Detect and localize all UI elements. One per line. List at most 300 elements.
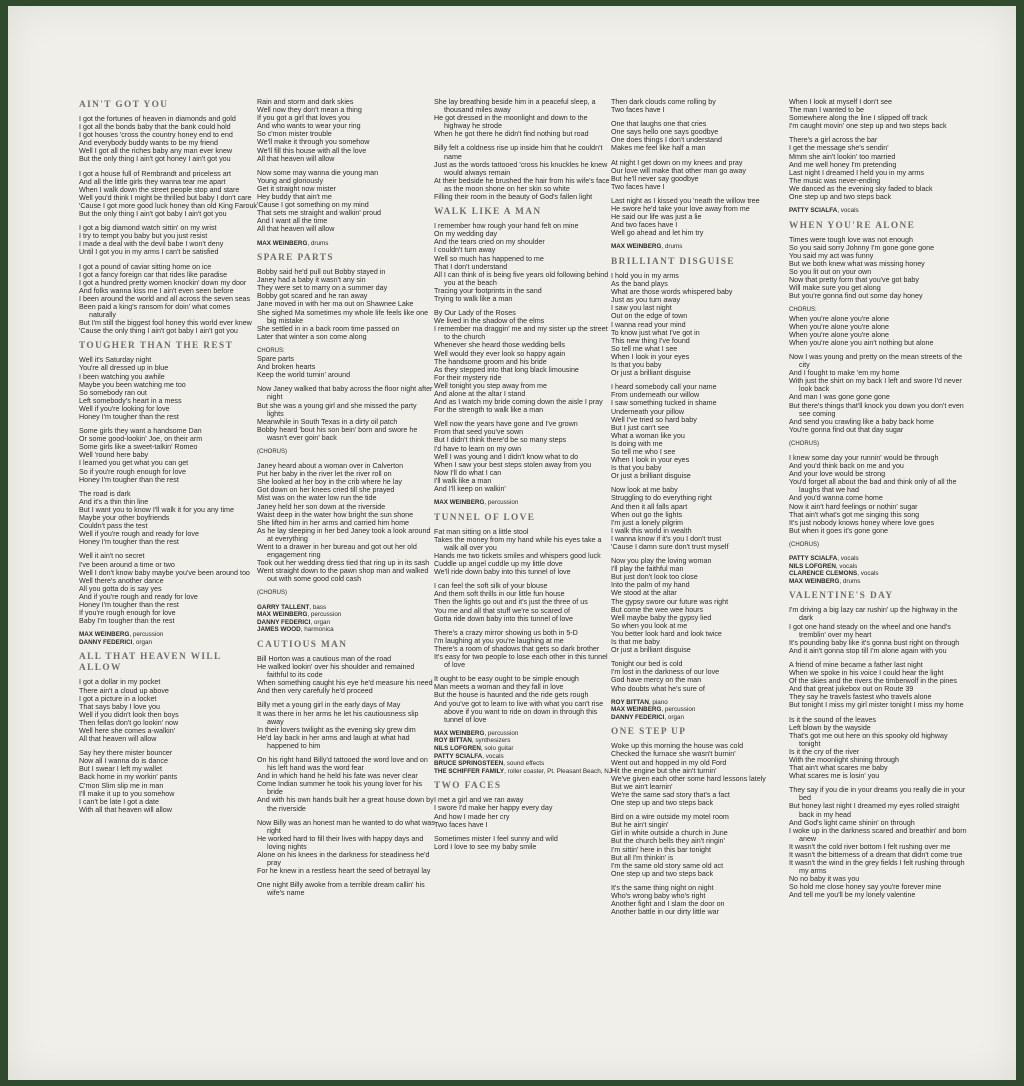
musician-name: BRUCE SPRINGSTEEN: [434, 760, 504, 768]
lyric-line: They were set to marry on a summer day: [257, 284, 388, 293]
lyric-line: Bobby got scared and he ran away: [257, 292, 368, 301]
lyric-line: (CHORUS): [789, 440, 819, 447]
lyric-line: All I can think of is being five years old following behind you at the beach: [434, 270, 609, 287]
lyric-line: Will make sure you get along: [789, 284, 881, 293]
lyric-line: And God's light came shinin' on through: [789, 818, 915, 827]
song-title: TWO FACES: [434, 781, 502, 792]
lyric-line: So you lit out on your own: [789, 268, 872, 277]
lyric-line: Baby I'm tougher than the rest: [79, 617, 175, 626]
musician-name: NILS LOFGREN: [789, 562, 836, 570]
lyric-line: Well maybe baby the gypsy lied: [611, 613, 712, 622]
lyric-line: If you got a girl that loves you: [257, 114, 350, 123]
credit-line: [789, 570, 967, 578]
lyric-line: And that great jukebox out on Route 39: [789, 685, 914, 694]
lyric-line: And your love would be strong: [789, 470, 886, 479]
lyric-line: Now I was young and pretty on the mean streets of the city: [789, 352, 963, 370]
lyric-line: But there's things that'll knock you down you don't even see coming: [789, 401, 964, 418]
lyric-line: And then it all falls apart: [611, 502, 688, 511]
lyric-line: Now you play the loving woman: [611, 557, 712, 566]
lyric-line: Mmm she ain't lookin' too married: [789, 152, 896, 161]
lyric-line: Honey I'm tougher than the rest: [79, 538, 179, 547]
musician-role: , vocals: [835, 562, 858, 570]
lyric-line: As they stepped into that long black limousine: [434, 365, 579, 374]
lyric-line: I woke up in the darkness scared and breathin' and born anew: [789, 826, 967, 843]
lyric-line: Went straight down to the pawn shop man and walked out with some good cold cash: [257, 567, 429, 584]
lyric-line: I'm the same old story same old act: [611, 861, 724, 870]
song-block: [257, 98, 435, 247]
lyric-line: One step up and two steps back: [611, 869, 714, 878]
lyric-line: When something caught his eye he'd measure his need: [257, 679, 433, 688]
lyric-line: Makes me feel like half a man: [611, 144, 706, 153]
lyric-line: I wanna read your mind: [611, 320, 686, 329]
musician-credits: [434, 730, 612, 776]
lyric-line: Now Janey walked that baby across the floor night after night: [257, 385, 433, 402]
lyric-line: Well here she comes a-walkin': [79, 727, 176, 735]
lyric-line: Until I got you in my arms I can't be satisfied: [79, 248, 219, 257]
lyric-line: You me and all that stuff we're so scared of: [434, 606, 570, 615]
lyric-line: Janey had a baby it wasn't any sin: [257, 276, 366, 285]
musician-role: , drums: [307, 239, 329, 247]
musician-role: , vocals: [857, 570, 879, 578]
credit-line: [434, 753, 612, 761]
musician-role: , drums: [661, 243, 683, 251]
lyric-line: Well so much has happened to me: [434, 254, 544, 263]
credit-line: [789, 207, 967, 215]
lyric-line: But the church bells they ain't ringin': [611, 837, 725, 846]
musician-credits: [257, 240, 435, 248]
credit-line: [257, 604, 435, 612]
lyric-line: Of the skies and the rivers the timberwolf in the pines: [789, 677, 957, 686]
lyric-line: But tonight I miss my girl mister tonight I miss my home: [789, 701, 964, 710]
lyric-line: And broken hearts: [257, 363, 316, 372]
song-title: WHEN YOU'RE ALONE: [789, 220, 916, 231]
lyric-line: Struggling to do everything right: [611, 494, 712, 503]
lyric-line: When you're alone you're alone: [789, 314, 889, 323]
lyric-line: In their lovers twilight as the evening sky grew dim: [257, 725, 416, 734]
lyric-line: I swore I'd make her happy every day: [434, 804, 553, 813]
lyric-line: And who wants to wear your ring: [257, 122, 361, 131]
lyric-line: And it ain't gonna stop till I'm alone again with you: [789, 646, 947, 655]
lyric-line: And alone at the altar I stand: [434, 390, 526, 398]
lyric-line: You'd forget all about the bad and think only of all the laughs that we had: [789, 478, 957, 495]
lyric-line: What a woman like you: [611, 431, 685, 440]
lyric-line: Young and gloriously: [257, 176, 324, 185]
lyrics-column-1: [79, 98, 257, 820]
musician-name: DANNY FEDERICI: [79, 638, 133, 646]
lyric-line: When out go the lights: [611, 510, 683, 519]
lyric-line: But you're gonna find out some day honey: [789, 292, 923, 301]
lyrics-column-4: [611, 98, 789, 922]
lyrics-column-3: [434, 98, 612, 857]
musician-credits: [611, 699, 789, 722]
lyric-line: Last night I dreamed I held you in my arms: [789, 168, 924, 177]
lyric-line: When you're alone you ain't nothing but alone: [789, 338, 934, 347]
lyric-line: Couldn't pass the test: [79, 522, 148, 531]
lyric-line: I learned you get what you can get: [79, 459, 189, 468]
lyric-line: I hold you in my arms: [611, 272, 679, 280]
lyric-line: All that heaven will allow: [257, 154, 335, 163]
lyric-line: There ain't a cloud up above: [79, 686, 169, 695]
lyric-line: Some girls like a sweet-talkin' Romeo: [79, 443, 198, 452]
lyric-line: And as I watch my bride coming down the aisle I pray: [434, 398, 603, 407]
lyric-line: And then very carefully he'd proceed: [257, 687, 373, 696]
lyric-line: Waist deep in the water how bright the sun shone: [257, 510, 414, 519]
song-title: BRILLIANT DISGUISE: [611, 257, 735, 267]
lyric-line: Jane moved in with her ma out on Shawnee Lake: [257, 300, 414, 309]
lyric-line: Well would they ever look so happy again: [434, 349, 566, 358]
lyric-line: And send you crawling like a baby back home: [789, 417, 934, 426]
lyric-line: Tracing your footprints in the sand: [434, 286, 542, 295]
lyric-line: Maybe your other boyfriends: [79, 514, 170, 523]
lyric-line: With just the shirt on my back I left and swore I'd never look back: [789, 377, 962, 394]
credit-line: [611, 243, 789, 251]
musician-name: DANNY FEDERICI: [611, 713, 665, 721]
lyric-line: And everybody buddy wants to be my friend: [79, 139, 218, 148]
musician-credits: [611, 243, 789, 251]
lyric-line: I'll play the faithful man: [611, 565, 684, 574]
lyric-line: I heard somebody call your name: [611, 383, 717, 392]
lyric-line: Now that pretty form that you've got baby: [789, 276, 919, 285]
lyric-line: Well if you're looking for love: [79, 404, 170, 413]
lyric-line: Well it ain't no secret: [79, 552, 145, 561]
lyric-line: With all that heaven will allow: [79, 805, 172, 814]
musician-name: PATTY SCIALFA: [789, 555, 838, 562]
lyric-line: What scares me is losin' you: [789, 772, 880, 781]
credit-line: [434, 760, 612, 768]
lyric-line: I been around the world and all across the seven seas: [79, 294, 251, 303]
lyric-line: When you're alone you're alone: [789, 322, 889, 331]
lyric-line: And all the little girls they wanna tear me apart: [79, 177, 226, 186]
lyric-line: I met a girl and we ran away: [434, 796, 524, 805]
song-title: TOUGHER THAN THE REST: [79, 341, 234, 352]
lyric-line: By Our Lady of the Roses: [434, 309, 516, 318]
lyric-line: (CHORUS): [257, 590, 287, 597]
lyric-line: I'm sittin' here in this bar tonight: [611, 845, 711, 854]
lyric-line: As the band plays: [611, 280, 668, 289]
lyric-line: Then fellas don't go lookin' now: [79, 718, 179, 727]
musician-role: , solo guitar: [480, 744, 514, 752]
musician-name: THE SCHIFFER FAMILY: [434, 767, 505, 775]
lyric-line: The man I wanted to be: [789, 106, 865, 115]
lyric-line: We'll make it through you somehow: [257, 138, 370, 147]
lyric-line: That ain't what's got me singing this song: [789, 510, 920, 519]
lyric-line: One night Billy awoke from a terrible dream callin' his wife's name: [257, 881, 425, 898]
lyric-line: It's easy for two people to lose each other in this tunnel of love: [434, 653, 608, 670]
lyric-line: I'm caught movin' one step up and two steps back: [789, 122, 947, 131]
lyric-line: I got a dollar in my pocket: [79, 678, 161, 687]
lyric-line: And I want all the time: [257, 217, 328, 226]
lyric-line: All you gotta do is say yes: [79, 584, 162, 593]
musician-name: ROY BITTAN: [611, 698, 649, 706]
lyric-line: And I fought to make 'em my home: [789, 369, 900, 378]
lyric-line: Well I've tried so hard baby: [611, 415, 697, 424]
lyric-line: Bobby heard 'bout his son bein' born and swore he wasn't ever goin' back: [257, 425, 418, 442]
lyric-line: (CHORUS): [257, 448, 287, 455]
credit-line: [79, 639, 257, 647]
musician-role: , sound effects: [503, 760, 545, 768]
lyric-line: I try to tempt you baby but you just resist: [79, 232, 208, 241]
lyric-line: Is it the cry of the river: [789, 747, 860, 756]
musician-name: MAX WEINBERG: [789, 577, 840, 585]
lyric-line: Now I'll do what I can: [434, 468, 502, 477]
lyric-line: So hold me close honey say you're forever mine: [789, 883, 942, 892]
lyric-line: And in which hand he held his fate was never clear: [257, 772, 418, 781]
musician-name: MAX WEINBERG: [79, 631, 130, 639]
lyric-line: God have mercy on the man: [611, 676, 702, 685]
lyric-line: Trying to walk like a man: [434, 294, 513, 303]
lyric-line: That's got me out here on this spooky old highway tonight: [789, 731, 948, 748]
lyric-sheet: [8, 6, 1016, 1080]
lyric-line: I got a hundred pretty women knockin' down my door: [79, 278, 247, 287]
lyric-line: Two faces have I: [434, 820, 488, 829]
song-block: [257, 253, 435, 634]
lyric-line: Now Billy was an honest man he wanted to do what was right: [257, 818, 435, 835]
song-title: CAUTIOUS MAN: [257, 639, 348, 650]
lyric-line: I got a house full of Rembrandt and priceless art: [79, 169, 232, 178]
lyric-line: I got a fancy foreign car that rides like paradise: [79, 270, 228, 279]
song-title: SPARE PARTS: [257, 253, 334, 264]
lyric-line: Put her baby in the river let the river roll on: [257, 470, 392, 479]
lyric-line: I knew some day your runnin' would be through: [789, 453, 939, 462]
credit-line: [257, 626, 435, 634]
lyric-line: I been watching you awhile: [79, 372, 165, 381]
lyric-line: There's a room of shadows that gets so dark brother: [434, 644, 600, 653]
lyric-line: I walk this world in wealth: [611, 526, 692, 535]
lyric-line: But we ain't learnin': [611, 782, 673, 791]
lyric-line: When I look in your eyes: [611, 456, 690, 465]
lyric-line: Well I was young and I didn't know what to do: [434, 452, 579, 461]
musician-credits: [789, 555, 967, 585]
lyric-line: Whenever she heard those wedding bells: [434, 341, 565, 350]
lyric-line: Now all I wanna do is dance: [79, 757, 168, 766]
lyric-line: But the house is haunted and the ride gets rough: [434, 691, 589, 700]
lyric-line: And if you're rough and ready for love: [79, 592, 198, 601]
musician-name: PATTY SCIALFA: [789, 207, 838, 215]
lyric-line: Later that winter a son come along: [257, 332, 367, 341]
musician-role: , drums: [839, 577, 861, 585]
lyric-line: Is doing with me: [611, 439, 663, 448]
lyric-line: Well if you didn't look then boys: [79, 710, 179, 719]
lyric-line: All that heaven will allow: [79, 735, 157, 744]
song-block: [79, 341, 257, 646]
credit-line: [434, 499, 612, 507]
lyric-line: I got a big diamond watch sittin' on my wrist: [79, 224, 217, 233]
lyric-line: So if you're rough enough for love: [79, 467, 186, 476]
song-block: [611, 727, 789, 916]
lyric-line: With the moonlight shining through: [789, 755, 899, 764]
lyric-line: And tell me you'll be my lonely valentine: [789, 891, 916, 900]
credit-line: [789, 578, 967, 586]
lyric-line: 'Cause I got more good luck honey than old King Farouk: [79, 201, 258, 210]
lyric-line: Or just a brilliant disguise: [611, 646, 691, 655]
musician-role: , organ: [664, 713, 685, 721]
lyric-line: So c'mon mister trouble: [257, 130, 332, 139]
song-title: ALL THAT HEAVEN WILL ALLOW: [79, 652, 222, 674]
lyric-line: So when you look at me: [611, 621, 688, 630]
lyric-line: But the only thing I ain't got baby I ain't got you: [79, 210, 227, 219]
lyric-line: And man I was gone gone gone: [789, 393, 890, 402]
lyric-line: For he knew in a restless heart the seed of betrayal lay: [257, 867, 431, 876]
musician-name: MAX WEINBERG: [434, 499, 485, 507]
lyric-line: That says baby I love you: [79, 702, 160, 711]
song-title: TUNNEL OF LOVE: [434, 512, 536, 523]
lyric-line: Then dark clouds come rolling by: [611, 98, 716, 106]
lyrics-column-5: [789, 98, 967, 906]
lyric-line: But I didn't think there'd be so many steps: [434, 436, 567, 445]
lyric-line: He got dressed in the moonlight and down to the highway he strode: [434, 114, 588, 131]
lyric-line: One that laughs one that cries: [611, 120, 707, 129]
lyric-line: Just as you turn away: [611, 296, 681, 305]
lyric-line: And them soft thrills in our little fun house: [434, 590, 565, 599]
lyric-line: But honey last night I dreamed my eyes rolled straight back in my head: [789, 802, 960, 819]
lyric-line: I'm lost in the darkness of our love: [611, 668, 720, 677]
lyric-line: Honey I'm tougher than the rest: [79, 475, 179, 484]
musician-name: DANNY FEDERICI: [257, 618, 311, 626]
credit-line: [789, 563, 967, 571]
musician-role: , vocals: [837, 207, 859, 215]
lyric-line: But I want you to know I'll walk it for you any time: [79, 505, 234, 514]
lyric-line: Got down on her knees cried till she prayed: [257, 486, 395, 495]
lyric-line: Who's wrong baby who's right: [611, 891, 706, 900]
lyric-line: Come Indian summer he took his young lover for his bride: [257, 780, 423, 797]
lyric-line: If you're rough enough for love: [79, 609, 176, 618]
song-block: [434, 781, 612, 851]
lyric-line: I'd have to learn on my own: [434, 444, 522, 453]
musician-role: , percussion: [307, 611, 342, 619]
lyric-line: It's pounding baby like it's gonna bust right on through: [789, 638, 960, 647]
lyric-line: But come the wee wee hours: [611, 605, 704, 614]
musician-credits: [257, 604, 435, 634]
musician-name: GARRY TALLENT: [257, 603, 310, 611]
lyric-line: And you'd think back on me and you: [789, 462, 904, 471]
musician-name: ROY BITTAN: [434, 737, 472, 745]
lyric-line: Filling their room in the beauty of God's fallen light: [434, 193, 593, 202]
lyric-line: Bill Horton was a cautious man of the road: [257, 654, 392, 663]
lyric-line: Checked the furnace she wasn't burnin': [611, 750, 736, 759]
lyric-line: We'll fill this house with all the love: [257, 146, 367, 155]
lyric-line: You said my act was funny: [789, 251, 874, 260]
lyric-line: The road is dark: [79, 489, 131, 498]
lyric-line: Man meets a woman and they fall in love: [434, 683, 564, 692]
lyric-line: From underneath our willow: [611, 391, 700, 400]
lyric-line: Maybe you been watching me too: [79, 380, 186, 389]
lyric-line: CHORUS:: [789, 307, 817, 314]
lyric-line: But just don't look too close: [611, 573, 698, 582]
lyric-line: She sighed Ma sometimes my whole life feels like one big mistake: [257, 308, 429, 325]
lyric-line: But I'm still the biggest fool honey this world ever knew: [79, 319, 252, 328]
lyric-line: So you said sorry Johnny I'm gone gone gone: [789, 243, 935, 252]
musician-role: , bass: [309, 603, 327, 611]
lyric-line: I'm driving a big lazy car rushin' up the highway in the dark: [789, 606, 958, 623]
lyric-line: So tell me what I see: [611, 344, 678, 353]
lyric-line: And how I made her cry: [434, 812, 510, 821]
lyric-line: That I don't understand: [434, 262, 508, 271]
lyric-line: So tell me who I see: [611, 447, 676, 456]
lyric-line: Went to a drawer in her bureau and got out her old engagement ring: [257, 543, 417, 560]
musician-role: , percussion: [484, 499, 519, 507]
lyric-line: Just as the words tattooed 'cross his knuckles he knew would always remain: [434, 160, 608, 177]
song-block: [611, 257, 789, 721]
musician-credits: [79, 631, 257, 646]
lyric-line: On his right hand Billy'd tattooed the word love and on his left hand was the word fear: [257, 755, 428, 773]
lyric-line: We're the same sad story that's a fact: [611, 790, 730, 799]
song-block: [79, 100, 257, 335]
lyric-line: Well now they don't mean a thing: [257, 106, 362, 115]
credit-line: [611, 714, 789, 722]
lyric-line: I couldn't turn away: [434, 246, 496, 255]
lyric-line: 'Cause I damn sure don't trust myself: [611, 543, 729, 551]
lyric-line: On my wedding day: [434, 230, 498, 239]
lyric-line: It was there in her arms he let his cautiousness slip away: [257, 709, 419, 726]
lyric-line: Another fight and I slam the door on: [611, 900, 725, 909]
lyric-line: Lord I love to see my baby smile: [434, 842, 537, 851]
lyric-line: This new thing I've found: [611, 336, 690, 345]
musician-role: , roller coaster, Pt. Pleasant Beach, NJ: [504, 767, 612, 775]
lyric-line: I'll walk like a man: [434, 476, 492, 485]
lyric-line: Well go ahead and let him try: [611, 229, 704, 238]
lyric-line: Hands me two tickets smiles and whispers good luck: [434, 552, 601, 560]
musician-name: PATTY SCIALFA: [434, 752, 483, 760]
musician-role: , percussion: [484, 729, 519, 737]
song-block: [789, 591, 967, 899]
lyric-line: There's a crazy mirror showing us both in 5-D: [434, 628, 578, 637]
lyric-line: No no baby it was you: [789, 875, 860, 884]
lyric-line: And folks wanna kiss me I ain't even seen before: [79, 286, 234, 295]
lyric-line: Our love will make that other man go away: [611, 166, 746, 175]
credit-line: [257, 611, 435, 619]
lyric-line: But when it goes it's gone gone: [789, 526, 889, 535]
lyric-line: It ought to be easy ought to be simple enough: [434, 675, 579, 684]
lyric-line: Well if you're rough and ready for love: [79, 530, 199, 539]
lyric-line: Keep the world turnin' around: [257, 371, 351, 380]
lyric-line: I made a deal with the devil babe I won't deny: [79, 240, 224, 249]
lyric-line: Well I got all the riches baby any man ever knew: [79, 147, 233, 156]
lyric-line: For their mystery ride: [434, 373, 502, 382]
lyric-line: It's just nobody knows honey where love goes: [789, 518, 935, 527]
lyric-line: Out on the edge of town: [611, 312, 688, 321]
lyric-line: One step up and two steps back: [611, 799, 714, 808]
lyric-line: Well 'round here baby: [79, 451, 149, 460]
lyric-line: We lived in the shadow of the elms: [434, 317, 545, 326]
lyric-line: I wanna know if it's you I don't trust: [611, 534, 722, 543]
lyric-line: He walked lookin' over his shoulder and remained faithful to its code: [257, 663, 415, 680]
lyric-line: Well it's Saturday night: [79, 356, 152, 365]
song-block: [79, 652, 257, 814]
lyric-line: She looked at her boy in the crib where he lay: [257, 478, 402, 487]
lyric-line: Who doubts what he's sure of: [611, 684, 705, 693]
musician-role: , vocals: [482, 752, 504, 760]
lyric-line: We danced as the evening sky faded to black: [789, 184, 933, 193]
song-block: [434, 207, 612, 507]
lyric-line: We've given each other some hard lessons lately: [611, 774, 766, 783]
credit-line: [434, 768, 612, 776]
lyric-line: Girl in white outside a church in June: [611, 829, 728, 838]
lyric-line: When I walk down the street people stop and stare: [79, 185, 240, 194]
lyric-line: He said our life was just a lie: [611, 213, 702, 222]
lyric-line: All that heaven will allow: [257, 225, 335, 234]
lyric-line: It wasn't the wind in the grey fields I felt rushing through my arms: [789, 859, 965, 876]
musician-name: CLARENCE CLEMONS: [789, 570, 858, 578]
musician-credits: [434, 499, 612, 507]
lyric-line: The music was never-ending: [789, 176, 881, 185]
lyric-line: Woke up this morning the house was cold: [611, 742, 744, 751]
lyric-line: I'm just a lonely pilgrim: [611, 518, 683, 527]
lyric-line: But I just can't see: [611, 423, 670, 432]
lyric-line: Get it straight now mister: [257, 184, 336, 193]
lyric-line: What are those words whispered baby: [611, 288, 733, 297]
lyric-line: We stood at the altar: [611, 589, 677, 598]
lyric-line: I got all the bonds baby that the bank could hold: [79, 123, 231, 132]
